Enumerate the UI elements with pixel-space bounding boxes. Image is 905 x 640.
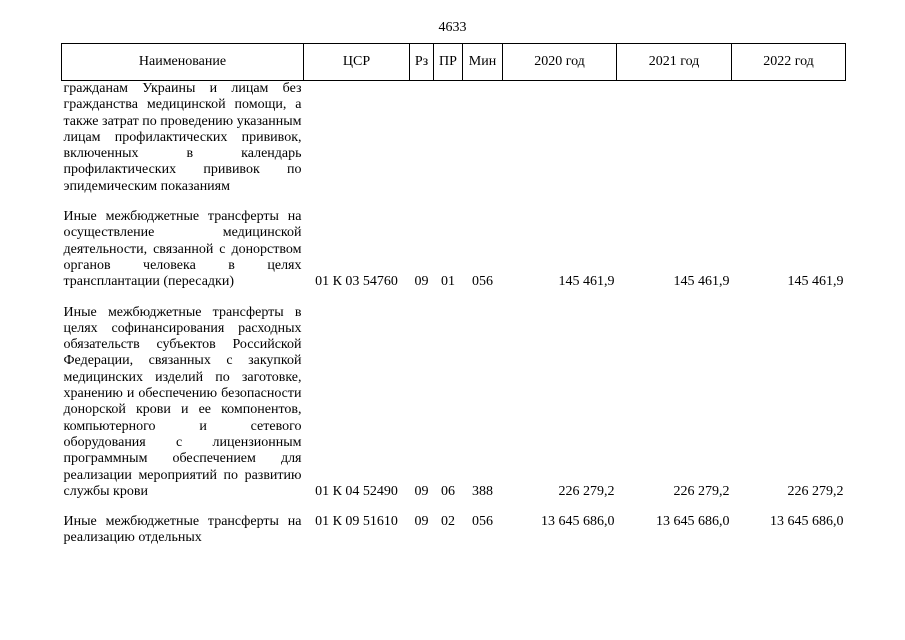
row-2022: 13 645 686,0 — [770, 514, 844, 530]
row-pr — [434, 81, 463, 196]
row-rz: 09 — [414, 483, 429, 499]
row-csr: 01 К 09 51610 — [315, 514, 398, 530]
row-2022: 226 279,2 — [787, 483, 844, 499]
row-2020: 226 279,2 — [558, 483, 615, 499]
row-2022: 145 461,9 — [787, 274, 844, 290]
row-pr: 02 — [441, 514, 455, 530]
row-name: Иные межбюджетные трансферты на реализацию отдельных — [63, 514, 302, 546]
row-min — [463, 81, 503, 196]
header-rz: Рз — [410, 44, 434, 81]
row-min: 388 — [472, 483, 493, 499]
row-rz: 09 — [414, 274, 429, 290]
row-csr — [304, 81, 410, 196]
row-csr: 01 К 03 54760 — [315, 274, 398, 290]
header-2021: 2021 год — [617, 44, 732, 81]
table-row — [62, 305, 846, 501]
header-csr: ЦСР — [304, 44, 410, 81]
table-row — [62, 81, 846, 196]
header-name: Наименование — [62, 44, 304, 81]
row-name: гражданам Украины и лицам без гражданства медицинской помощи, а также затрат по проведению указанным лицам профилактических прививок, включенных в календарь профилактических прививок по эпидемическим показаниям — [63, 81, 302, 194]
table-header-row — [62, 44, 846, 81]
row-pr: 01 — [441, 274, 455, 290]
row-min: 056 — [472, 274, 493, 290]
table-row — [62, 209, 846, 290]
row-2021: 13 645 686,0 — [656, 514, 730, 530]
row-2020: 145 461,9 — [558, 274, 615, 290]
row-2021: 226 279,2 — [673, 483, 730, 499]
table-row — [62, 514, 846, 547]
header-2022: 2022 год — [732, 44, 846, 81]
header-pr: ПР — [434, 44, 463, 81]
budget-table — [61, 43, 846, 547]
row-2021: 145 461,9 — [673, 274, 730, 290]
row-min: 056 — [472, 514, 493, 530]
row-2021 — [617, 81, 732, 196]
row-rz: 09 — [414, 514, 429, 530]
row-2020 — [503, 81, 617, 196]
header-2020: 2020 год — [503, 44, 617, 81]
row-csr: 01 К 04 52490 — [315, 483, 398, 499]
row-name: Иные межбюджетные трансферты на осуществление медицинской деятельности, связанной с донорством органов человека в целях трансплантации (пересадки) — [63, 209, 302, 290]
row-2020: 13 645 686,0 — [541, 514, 615, 530]
row-2022 — [732, 81, 846, 196]
row-name: Иные межбюджетные трансферты в целях софинансирования расходных обязательств субъектов Российской Федерации, связанных с закупкой медицинских изделий по заготовке, хранению и обеспечению безопасности донорской крови и ее компонентов, компьютерного и сетевого оборудования с лицензионным программным обеспечением для реализации мероприятий по развитию службы крови — [63, 304, 302, 499]
row-pr: 06 — [441, 483, 455, 499]
header-min: Мин — [463, 44, 503, 81]
row-rz — [410, 81, 434, 196]
page-number: 4633 — [438, 20, 467, 35]
